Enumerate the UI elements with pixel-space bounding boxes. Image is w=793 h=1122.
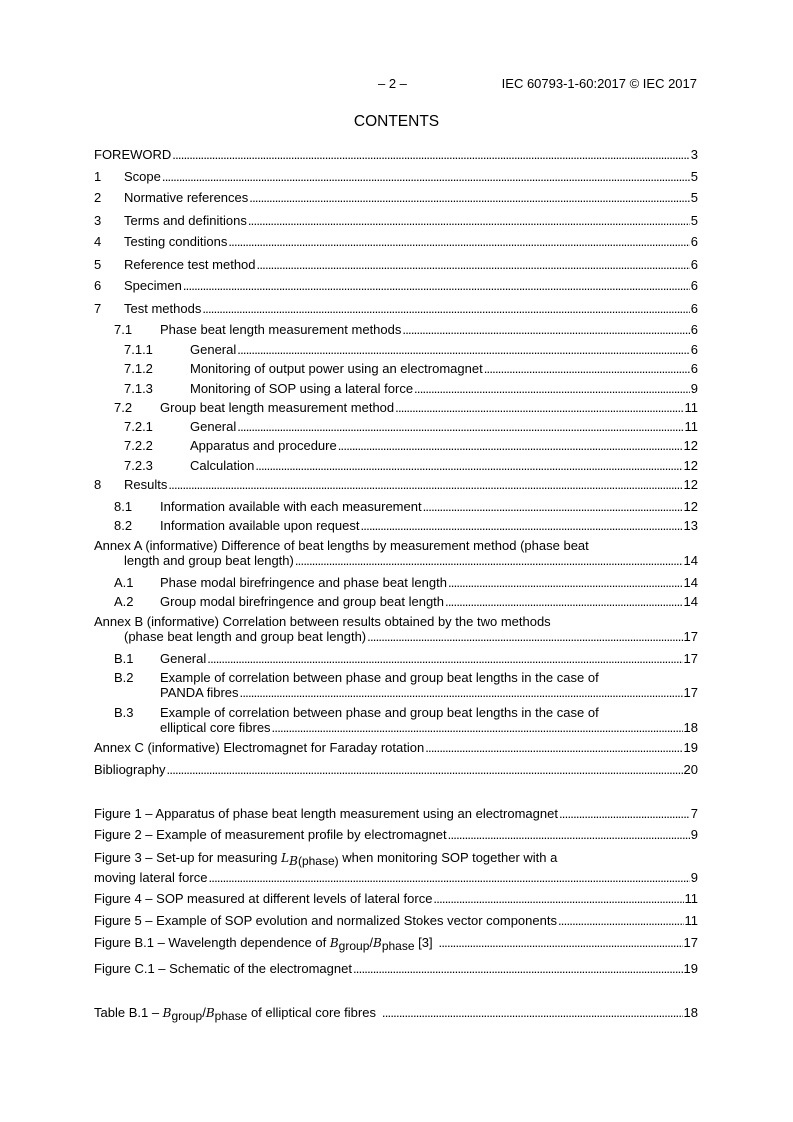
toc-number: 3 — [94, 213, 102, 228]
toc-entry — [94, 437, 698, 454]
toc-entry — [94, 517, 698, 534]
toc-entry-continuation — [94, 552, 698, 569]
dot-leader — [94, 761, 698, 778]
toc-entry — [94, 168, 698, 185]
toc-number: B.3 — [114, 705, 134, 720]
toc-title: Normative references — [124, 190, 249, 205]
toc-title: Group modal birefringence and group beat length — [160, 594, 445, 609]
toc-entry — [94, 277, 698, 294]
toc-page-number: 17 — [683, 629, 698, 644]
toc-title-continued: elliptical core fibres — [160, 720, 271, 735]
toc-title: Scope — [124, 169, 161, 184]
figure-entry-title — [94, 849, 557, 867]
toc-page-number: 14 — [683, 575, 698, 590]
toc-entry — [94, 300, 698, 317]
caption-text: when monitoring SOP together with a — [338, 850, 558, 865]
toc-entry-continuation — [94, 628, 698, 645]
figure-entry-title: Figure B.1 – Wavelength dependence of Bgroup/Bphase [3] — [94, 935, 433, 953]
subscript-group: group — [338, 939, 370, 953]
toc-number: 7.1.3 — [124, 381, 153, 396]
toc-page-number: 6 — [690, 361, 698, 376]
caption-text: Figure B.1 – Wavelength dependence of — [94, 935, 330, 950]
subscript-group: group — [171, 1009, 203, 1023]
toc-page-number: 17 — [683, 935, 698, 950]
subscript-phase: phase — [381, 939, 415, 953]
toc-entry — [94, 399, 698, 416]
caption-text: Figure 3 – Set-up for measuring — [94, 850, 282, 865]
dot-leader — [94, 146, 698, 163]
toc-page-number: 9 — [690, 381, 698, 396]
dot-leader — [124, 300, 698, 317]
toc-entry — [94, 146, 698, 163]
toc-title: Annex C (informative) Electromagnet for Faraday rotation — [94, 740, 425, 755]
caption-text: of elliptical core fibres — [247, 1005, 376, 1020]
figure-entry — [94, 849, 698, 866]
toc-page-number: 5 — [690, 169, 698, 184]
toc-title: Results — [124, 477, 168, 492]
figure-entry-title-continued: moving lateral force — [94, 870, 208, 885]
page-title: CONTENTS — [353, 113, 440, 130]
toc-page-number: 6 — [690, 278, 698, 293]
toc-page-number: 6 — [690, 322, 698, 337]
toc-title-continued: length and group beat length) — [124, 553, 294, 568]
toc-title: Reference test method — [124, 257, 256, 272]
math-symbol-b: B — [162, 1006, 172, 1020]
math-symbol-b: B — [205, 1006, 215, 1020]
figure-entry-title — [94, 890, 432, 907]
dot-leader — [124, 168, 698, 185]
toc-entry — [94, 256, 698, 273]
toc-number: 8 — [94, 477, 102, 492]
toc-page-number: 17 — [683, 651, 698, 666]
toc-page-number: 7 — [690, 806, 698, 821]
page-number: – 2 – — [378, 76, 407, 91]
figure-entry — [94, 826, 698, 843]
toc-entry — [94, 650, 698, 667]
toc-entry — [94, 212, 698, 229]
toc-page-number: 18 — [683, 1005, 698, 1020]
dot-leader — [160, 684, 698, 701]
toc-title: Monitoring of output power using an electromagnet — [190, 361, 483, 376]
toc-title: Phase modal birefringence and phase beat length — [160, 575, 447, 590]
toc-page-number: 6 — [690, 234, 698, 249]
figure-entry — [94, 960, 698, 977]
toc-entry — [94, 476, 698, 493]
toc-page-number: 19 — [683, 740, 698, 755]
figure-entry — [94, 912, 698, 929]
caption-text: Figure 4 – SOP measured at different levels of lateral force — [94, 891, 433, 906]
toc-entry — [94, 574, 698, 591]
figure-entry-title — [94, 805, 558, 822]
toc-page-number: 5 — [690, 213, 698, 228]
toc-page-number: 19 — [683, 961, 698, 976]
toc-number: 1 — [94, 169, 102, 184]
toc-number: 4 — [94, 234, 102, 249]
toc-page-number: 14 — [683, 553, 698, 568]
toc-page-number: 14 — [683, 594, 698, 609]
toc-page-number: 12 — [683, 477, 698, 492]
figure-entry-continuation — [94, 869, 698, 886]
toc-page-number: 11 — [684, 400, 698, 415]
document-id: IEC 60793-1-60:2017 © IEC 2017 — [501, 76, 697, 91]
figure-entry — [94, 934, 698, 951]
toc-number: B.1 — [114, 651, 134, 666]
figure-entry — [94, 890, 698, 907]
figure-entry-title — [94, 826, 447, 843]
toc-page-number: 11 — [684, 419, 698, 434]
math-symbol-b: B — [373, 936, 382, 950]
toc-entry — [94, 341, 698, 358]
dot-leader — [190, 341, 698, 358]
toc-entry — [94, 321, 698, 338]
dot-leader — [160, 650, 698, 667]
toc-title: Testing conditions — [124, 234, 228, 249]
toc-number: A.1 — [114, 575, 134, 590]
dot-leader — [124, 476, 698, 493]
toc-entry — [94, 739, 698, 756]
caption-text: Figure C.1 – Schematic of the electromagnet — [94, 961, 352, 976]
toc-entry — [94, 761, 698, 778]
toc-title: Calculation — [190, 458, 255, 473]
figure-entry — [94, 805, 698, 822]
toc-entry — [94, 457, 698, 474]
toc-entry — [94, 189, 698, 206]
toc-title: FOREWORD — [94, 147, 172, 162]
toc-entry — [94, 418, 698, 435]
toc-title: General — [190, 342, 237, 357]
toc-page-number: 6 — [690, 257, 698, 272]
figure-entry-title — [94, 912, 557, 929]
toc-entry — [94, 360, 698, 377]
toc-number: 7.2.2 — [124, 438, 153, 453]
toc-entry — [94, 380, 698, 397]
toc-entry — [94, 593, 698, 610]
toc-title: Apparatus and procedure — [190, 438, 337, 453]
toc-title: Phase beat length measurement methods — [160, 322, 402, 337]
toc-number: B.2 — [114, 670, 134, 685]
toc-title: Information available upon request — [160, 518, 360, 533]
math-symbol-b: B — [289, 854, 298, 868]
toc-title: Annex A (informative) Difference of beat lengths by measurement method (phase beat — [94, 538, 589, 553]
toc-title: Monitoring of SOP using a lateral force — [190, 381, 414, 396]
toc-number: 6 — [94, 278, 102, 293]
toc-number: A.2 — [114, 594, 134, 609]
toc-number: 7 — [94, 301, 102, 316]
caption-text: [3] — [414, 935, 433, 950]
caption-text: Figure 2 – Example of measurement profile by electromagnet — [94, 827, 447, 842]
math-symbol-b: B — [329, 936, 339, 950]
dot-leader — [124, 277, 698, 294]
toc-page-number: 11 — [684, 913, 698, 928]
page-header — [0, 76, 793, 94]
toc-title: Example of correlation between phase and group beat lengths in the case of — [160, 705, 599, 720]
toc-page-number: 6 — [690, 342, 698, 357]
subscript-b-phase — [289, 854, 339, 868]
toc-number: 7.1.2 — [124, 361, 153, 376]
math-symbol-l: L — [281, 851, 290, 865]
dot-leader — [190, 418, 698, 435]
toc-page-number: 20 — [683, 762, 698, 777]
toc-number: 7.1.1 — [124, 342, 153, 357]
caption-text: Table B.1 – — [94, 1005, 163, 1020]
toc-entry-continuation — [94, 684, 698, 701]
toc-number: 2 — [94, 190, 102, 205]
toc-title: Specimen — [124, 278, 182, 293]
toc-entry-continuation — [94, 719, 698, 736]
subscript-phase: phase — [214, 1009, 248, 1023]
toc-page-number: 12 — [683, 458, 698, 473]
toc-title: Example of correlation between phase and group beat lengths in the case of — [160, 670, 599, 685]
table-entry — [94, 1004, 698, 1021]
caption-text: Figure 5 – Example of SOP evolution and normalized Stokes vector components — [94, 913, 557, 928]
toc-page-number: 12 — [683, 499, 698, 514]
toc-title: General — [160, 651, 207, 666]
toc-page-number: 18 — [683, 720, 698, 735]
toc-page-number: 12 — [683, 438, 698, 453]
toc-title: Bibliography — [94, 762, 166, 777]
toc-number: 8.2 — [114, 518, 133, 533]
toc-page-number: 11 — [684, 891, 698, 906]
toc-number: 8.1 — [114, 499, 133, 514]
toc-number: 7.2.1 — [124, 419, 153, 434]
toc-title-continued: (phase beat length and group beat length) — [124, 629, 367, 644]
figure-entry-title — [94, 960, 352, 977]
toc-entry — [94, 233, 698, 250]
toc-page-number: 3 — [690, 147, 698, 162]
toc-number: 7.1 — [114, 322, 133, 337]
toc-number: 5 — [94, 257, 102, 272]
toc-number: 7.2.3 — [124, 458, 153, 473]
toc-page-number: 13 — [683, 518, 698, 533]
subscript-tail: (phase) — [297, 854, 339, 868]
toc-entry — [94, 498, 698, 515]
toc-page-number: 6 — [690, 301, 698, 316]
toc-title: Test methods — [124, 301, 202, 316]
toc-title: Terms and definitions — [124, 213, 247, 228]
toc-title: Group beat length measurement method — [160, 400, 395, 415]
toc-number: 7.2 — [114, 400, 133, 415]
toc-title: Annex B (informative) Correlation between results obtained by the two methods — [94, 614, 551, 629]
caption-text: Figure 1 – Apparatus of phase beat length measurement using an electromagnet — [94, 806, 558, 821]
toc-page-number: 9 — [690, 827, 698, 842]
table-entry-title: Table B.1 – Bgroup/Bphase of elliptical core fibres — [94, 1005, 376, 1023]
toc-title: Information available with each measurement — [160, 499, 422, 514]
dot-leader — [190, 457, 698, 474]
toc-page-number: 9 — [690, 870, 698, 885]
toc-page-number: 17 — [683, 685, 698, 700]
toc-page-number: 5 — [690, 190, 698, 205]
toc-title-continued: PANDA fibres — [160, 685, 239, 700]
toc-title: General — [190, 419, 237, 434]
